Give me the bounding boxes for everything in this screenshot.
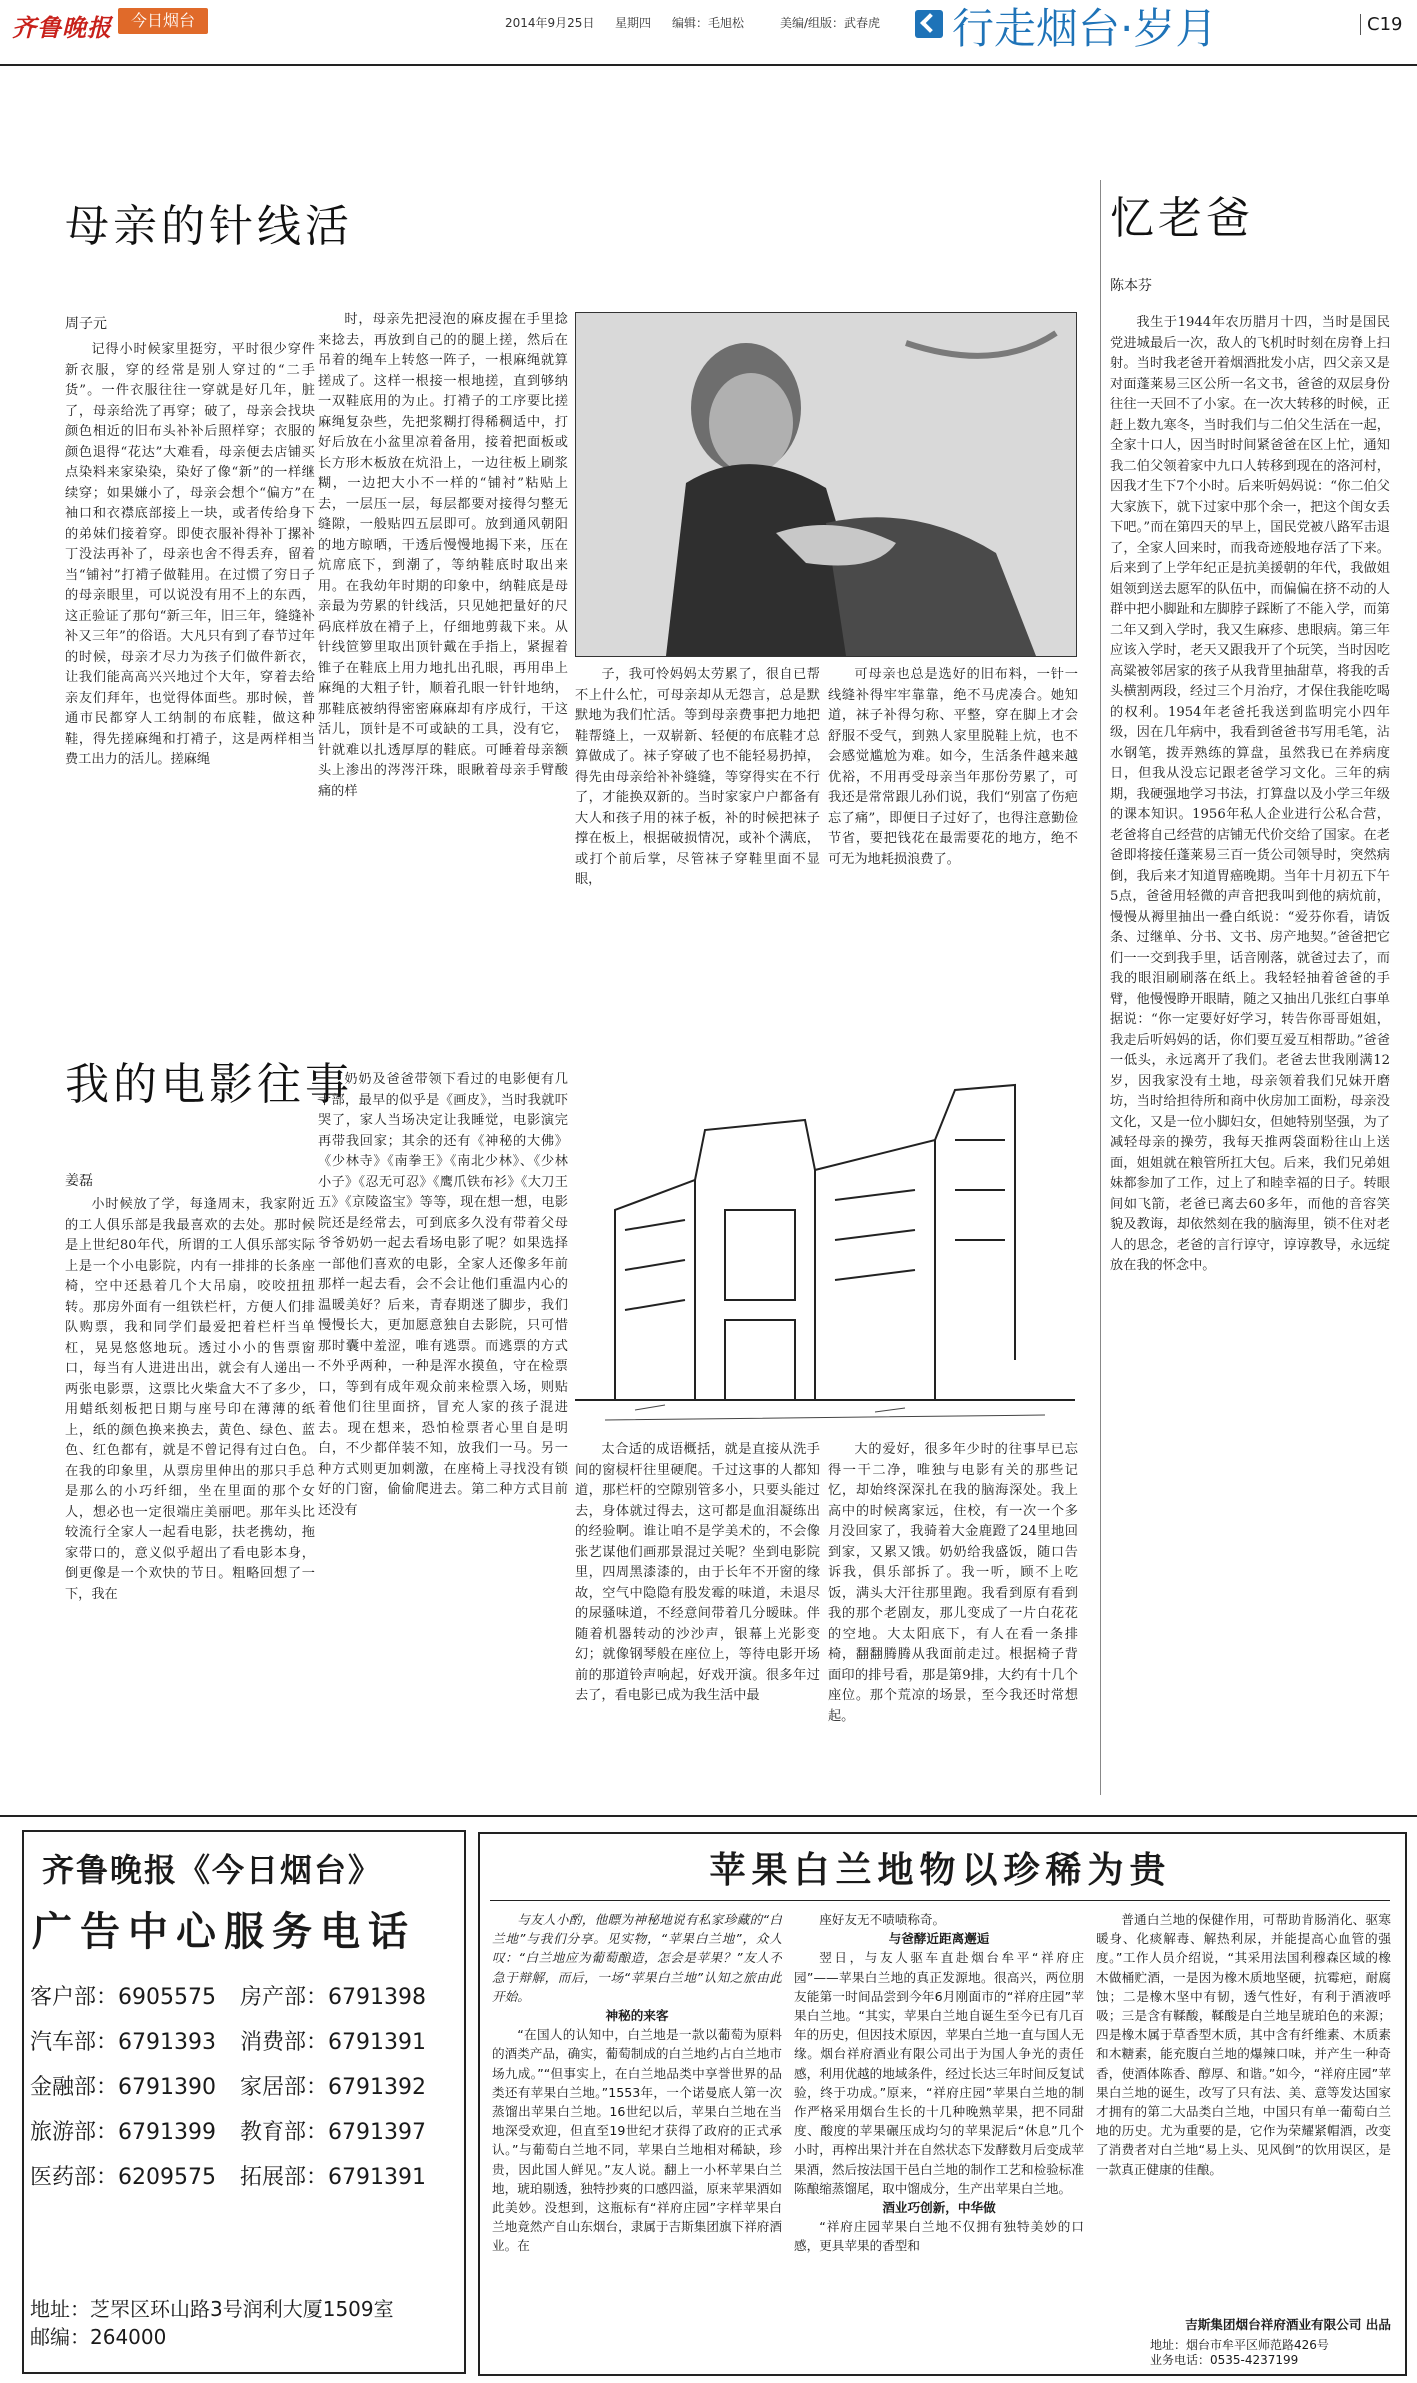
cinema-sketch	[575, 1060, 1075, 1430]
page-number: C19	[1360, 14, 1402, 35]
article3-title: 忆老爸	[1110, 193, 1254, 244]
article2-col4	[828, 1440, 1078, 1795]
brandy-title-rule	[490, 1900, 1390, 1901]
brandy-col1b-text: “在国人的认知中，白兰地是一款以葡萄为原料的酒类产品，确实，葡萄制成的白兰地约占白兰地市场九成。”“但事实上，在白兰地品类中享誉世界的品类还有苹果白兰地。”1553年，一个诺曼底人第一次蒸馏出苹果白兰地。16世纪以后，苹果白兰地在当地深受欢迎，但直至19世纪才获得了政府的正式承认。”与葡萄白兰地不同，苹果白兰地相对稀缺，珍贵，因此国人鲜见。”友人说。翻上一小杯苹果白兰地，琥珀剔透，独特抄爽的口感四溢，原来苹果酒如此美妙。没想到，这瓶标有“祥府庄园”字样苹果白兰地竟然产自山东烟台，隶属于吉斯集团旗下祥府酒业。在	[492, 2027, 782, 2254]
article2-col4-text: 大的爱好，很多年少时的往事早已忘得一干二净，唯独与电影有关的那些记忆，却始终深深扎在我的脑海深处。我上高中的时候离家远，住校，有一次一个多月没回家了，我骑着大金鹿蹬了24里地回到家，又累又饿。奶奶给我盛饭，随口告诉我，俱乐部拆了。我一听，顾不上吃饭，满头大汗往那里跑。我看到原有看到我的那个老剧友，那儿变成了一片白花花的空地。大太阳底下，有人在看一条排椅，翻翻腾腾从我面前走过。根据椅子背面印的排号看，那是第9排，大约有十几个座位。那个荒凉的场景，至今我还时常想起。	[828, 1442, 1078, 1724]
phone-row	[30, 2155, 450, 2200]
brandy-title: 苹果白兰地物以珍稀为贵	[709, 1850, 1172, 1891]
phone-entry: 旅游部：6791399	[30, 2120, 216, 2145]
header-rule	[0, 64, 1417, 66]
brandy-col3-text: 普通白兰地的保健作用，可帮助肯肠消化、驱寒暖身、化痰解毒、解热利尿，并能提高心血管的强度。”工作人员介绍说，“其采用法国利穆森区域的橡木做桶贮酒，一是因为橡木质地坚硬，抗霉疤，耐腐蚀；二是橡木坚中有韧，透气性好，有利于酒液呼吸；三是含有鞣酸，鞣酸是白兰地呈琥珀色的来源；四是橡木属于草香型木质，其中含有纤维素、木质素和木糖素，能充腹白兰地的爆辣口味，并产生一种奇香，使酒体陈香、醇厚、和谐。”如今，“祥府庄园”苹果白兰地的诞生，改写了只有法、美、意等发达国家才拥有的第二大品类白兰地，中国只有单一葡萄白兰地的历史。尤为重要的是，它作为荣耀紧帽酒，改变了消费者对白兰地“易上头、见风倒”的饮用误区，是一款真正健康的佳酿。	[1096, 1912, 1391, 2177]
phone-row	[30, 2065, 450, 2110]
brandy-col3	[1096, 1910, 1391, 2310]
brandy-col1	[492, 1910, 782, 2365]
brandy-col1-text: 与友人小酌，他瞟为神秘地说有私家珍藏的“白兰地”与我们分享。见实物，“苹果白兰地”，众人叹：“白兰地应为葡萄酿造，怎会是苹果？”友人不急于辩解，而后，一场“苹果白兰地”认知之旅由此开始。	[492, 1912, 782, 2004]
brandy-subhead-1: 神秘的来客	[605, 2008, 669, 2024]
ad-postcode: 邮编：264000	[30, 2325, 167, 2349]
ad-subheading: 广告中心服务电话	[32, 1909, 416, 1955]
brandy-company: 吉斯集团烟台祥府酒业有限公司 出品	[1185, 2317, 1391, 2332]
ad-heading: 齐鲁晚报《今日烟台》	[42, 1851, 383, 1889]
article2-col2-text: 奶奶及爸爸带领下看过的电影便有几十部，最早的似乎是《画皮》，当时我就吓哭了，家人当场决定让我睡觉，电影演完再带我回家；其余的还有《神秘的大佛》《少林寺》《南拳王》《南北少林》、《少林小子》《忍无可忍》《鹰爪铁布衫》《大刀王五》《京陵盗宝》等等，现在想一想，电影院还是经常去，可到底多久没有带着父母爷爷奶奶一起去看场电影了呢？如果选择一部他们喜欢的电影，全家人还像多年前那样一起去看，会不会让他们重温内心的温暖美好？后来，青春期迷了脚步，我们慢慢长大，更加愿意独自去影院，只可惜那时囊中羞涩，唯有逃票。而逃票的方式不外乎两种，一种是浑水摸鱼，守在检票口，等到有成年观众前来检票入场，则贴着他们往里面挤，冒充人家的孩子混进去。现在想来，恐怕检票者心里自是明白，不少都佯装不知，放我们一马。另一种方式则更加刺激，在座椅上寻找没有锁好的门窗，偷偷爬进去。第二种方式目前还没有	[318, 1072, 568, 1518]
brandy-contact	[1150, 2338, 1390, 2368]
article3-col1	[1110, 313, 1390, 1793]
ad-phone-list	[30, 1975, 450, 2200]
editor-credit: 编辑：毛旭松	[672, 16, 745, 30]
newspaper-logo: 齐鲁晚报	[12, 13, 112, 42]
phone-row	[30, 2110, 450, 2155]
phone-entry: 房产部：6791398	[240, 1985, 426, 2010]
section-title: 行走烟台·岁月	[952, 4, 1218, 53]
brandy-address: 地址：烟台市牟平区师范路426号	[1150, 2338, 1329, 2352]
phone-entry: 医药部：6209575	[30, 2165, 216, 2190]
phone-entry: 汽车部：6791393	[30, 2030, 216, 2055]
phone-row	[30, 2020, 450, 2065]
cinema-building-icon	[575, 1060, 1075, 1430]
article1-title: 母亲的针线活	[65, 201, 353, 252]
article1-col2	[318, 310, 568, 990]
mother-sewing-photo	[575, 312, 1077, 657]
brandy-col2c-text: “祥府庄园苹果白兰地不仅拥有独特美妙的口感，更具苹果的香型和	[794, 2219, 1084, 2254]
brandy-phone: 业务电话：0535-4237199	[1150, 2353, 1299, 2367]
article1-col1	[65, 340, 315, 990]
article1-col2-text: 时，母亲先把浸泡的麻皮握在手里捻来捻去，再放到自己的的腿上搓，然后在吊着的绳车上转悠一阵子，一根麻绳就算搓成了。这样一根接一根地搓，直到够纳一双鞋底用的为止。打褙子的工序要比搓麻绳复杂些，先把浆糊打得稀稠适中，打好后放在小盆里凉着备用，接着把面板或长方形木板放在炕沿上，一边往板上刷浆糊，一边把大小不一样的“铺衬”粘贴上去，一层压一层，每层都要对接得匀整无缝隙，一般贴四五层即可。放到通风朝阳的地方晾晒，干透后慢慢地揭下来，压在炕席底下，到潮了，等纳鞋底时取出来用。在我幼年时期的印象中，纳鞋底是母亲最为劳累的针线活，只见她把量好的尺码底样放在褙子上，仔细地剪裁下来。从针线笸箩里取出顶针戴在手指上，紧握着锥子在鞋底上用力地扎出孔眼，再用串上麻绳的大粗子针，顺着孔眼一针针地纳，那鞋底被纳得密密麻麻却有序成行，干这活儿，顶针是不可或缺的工具，没有它，针就难以扎透厚厚的鞋底。可睡着母亲额头上渗出的涔涔汗珠，眼瞅着母亲手臂酸痛的样	[318, 312, 568, 799]
design-credit: 美编/组版：武春虎	[780, 16, 881, 30]
article1-col3-text: 子，我可怜妈妈太劳累了，很自已帮不上什么忙，可母亲却从无怨言，总是默默地为我们忙活。等到母亲费事把力地把鞋帮缝上，一双崭新、轻便的布底鞋才总算做成了。袜子穿破了也不能轻易扔掉，得先由母亲给补补缝缝，等穿得实在不行了，才能换双新的。当时家家户户都备有大人和孩子用的袜子板，补的时候把袜子撑在板上，根据破损情况，或补个满底，或打个前后掌，尽管袜子穿鞋里面不显眼，	[575, 667, 820, 887]
phone-entry: 金融部：6791390	[30, 2075, 216, 2100]
section-arrow-icon	[915, 10, 943, 38]
phone-row	[30, 1975, 450, 2020]
brandy-subhead-3: 酒业巧创新，中华做	[882, 2200, 996, 2216]
phone-entry: 家居部：6791392	[240, 2075, 426, 2100]
article1-author: 周子元	[65, 316, 107, 332]
column-divider	[1100, 180, 1101, 1795]
article2-col3-text: 太合适的成语概括，就是直接从洗手间的窗棂杆往里硬爬。千过这事的人都知道，那栏杆的空隙别管多小，只要头能过去，身体就过得去，这可都是血泪凝练出的经验啊。谁让咱不是学美术的，不会像张艺谋他们画那景混过关呢？坐到电影院里，四周黑漆漆的，由于长年不开窗的缘故，空气中隐隐有股发霉的味道，未退尽的尿骚味道，不经意间带着几分暧昧。伴随着机器转动的沙沙声，银幕上光影变幻；就像钢琴般在座位上，等待电影开场前的那道铃声响起，好戏开演。很多年过去了，看电影已成为我生活中最	[575, 1442, 820, 1703]
phone-entry: 教育部：6791397	[240, 2120, 426, 2145]
page-header	[0, 0, 1417, 53]
article2-title: 我的电影往事	[65, 1059, 353, 1110]
article2-col3	[575, 1440, 820, 1795]
article2-author: 姜磊	[65, 1173, 93, 1189]
article3-author: 陈本芬	[1110, 278, 1152, 294]
phone-entry: 客户部：6905575	[30, 1985, 216, 2010]
ad-address: 地址：芝罘区环山路3号润利大厦1509室	[30, 2297, 394, 2321]
brandy-col2	[794, 1910, 1084, 2365]
article3-col1-text: 我生于1944年农历腊月十四，当时是国民党进城最后一次，敌人的飞机时时刻在房脊上扫射。当时我老爸开着烟酒批发小店，四父亲又是对面蓬莱易三区公所一名文书，爸爸的双层身份往往一天回不了小家。在一次大转移的时候，正赶上数九寒冬，当时我们与二伯父生活在一起，全家十口人，因当时时间紧爸爸在区上忙，通知我二伯父领着家中九口人转移到现在的洛河村，因我才生下7个小时。后来听妈妈说：“你二伯父大家族下，就下过家中那个余一，把这个闺女丢下吧。”而在第四天的早上，国民党被八路军击退了，全家人回来时，而我奇迹般地存活了下来。后来到了上学年纪正是抗美援朝的年代，我做姐姐领到送去愿军的队伍中，而偏偏在挤不动的人群中把小脚趾和左脚脖子踩断了不能入学，而第二年又到入学时，我又生麻疹、患眼病。第三年应该入学时，老天又跟我开了个玩笑，当时因吃高粱被邻居家的孩子从我背里抽甜草，将我的舌头横割两段，经过三个月治疗，才保住我能吃喝的权利。1954年老爸托我送到监明完小四年级，因在几年病中，我看到爸爸书写用毛笔，沾水钢笔，拨弄熟练的算盘，虽然我已在养病度日，但我从没忘记跟老爸学习文化。三年的病期，我硬强地学习书法，打算盘以及小学三年级的课本知识。1956年私人企业进行公私合营，老爸将自己经营的店铺无代价交给了国家。在老爸即将接任蓬莱易三百一货公司领导时，突然病倒，我后来才知道胃癌晚期。当年十月初五下午5点，爸爸用轻微的声音把我叫到他的病炕前，慢慢从褥里抽出一叠白纸说：“爱芬你看，请饭条、过继单、分书、文书、房产地契。”爸爸把它们一一交到我手里，话音刚落，就爸过去了，而我的眼泪刷刷落在纸上。我轻轻抽着爸爸的手臂，他慢慢睁开眼睛，随之又抽出几张红白事单据说：“你一定要好好学习，转告你哥哥姐姐，我走后听妈妈的话，你们要互爱互相帮助。”爸爸一低头，永远离开了我们。老爸去世我刚满12岁，因我家没有土地，母亲领着我们兄妹开磨坊，当时给担待所和商中伙房加工面粉，母亲没文化，又是一位小脚妇女，但她特别坚强，为了减轻母亲的操劳，我每天推两袋面粉往山上送面，姐姐就在粮管所扛大包。后来，我们兄弟姐妹都参加了工作，过上了和睦幸福的日子。转眼间如飞箭，老爸已离去60多年，而他的音容笑貌及教诲，却依然刻在我的脑海里，锁不住对老人的思念，老爸的言行谆守，谆谆教导，永远绽放在我的怀念中。	[1110, 315, 1390, 1273]
article2-col1	[65, 1195, 315, 1795]
brandy-col2b-text: 翌日，与友人驱车直赴烟台牟平“祥府庄园”——苹果白兰地的真正发源地。很高兴，两位朋友能第一时间品尝到今年6月刚面市的“祥府庄园”苹果白兰地。“其实，苹果白兰地自诞生至今已有几百年的历史，但因技术原因，苹果白兰地一直与国人无缘。烟台祥府酒业有限公司出于为国人争光的责任感，利用优越的地域条件，经过长达三年时间反复试验，终于功成。”原来，“祥府庄园”苹果白兰地的制作严格采用烟台生长的十几种晚熟苹果，把不同甜度、酸度的苹果碾压成均匀的苹果泥后“休息”几个小时，再榨出果汁并在自然状态下发酵数月后变成苹果酒，然后按法国干邑白兰地的制作工艺和检验标准陈酿缩蒸馏尾，取中馏成分，生产出苹果白兰地。	[794, 1950, 1084, 2196]
issue-date: 2014年9月25日	[505, 16, 595, 30]
ad-address-block	[30, 2295, 394, 2351]
brandy-subhead-2: 与爸酵近距离邂逅	[888, 1931, 990, 1947]
phone-entry: 消费部：6791391	[240, 2030, 426, 2055]
brandy-col2-text: 座好友无不啧啧称奇。	[819, 1912, 946, 1927]
article2-col1-text: 小时候放了学，每逢周末，我家附近的工人俱乐部是我最喜欢的去处。那时候是上世纪80年代，所谓的工人俱乐部实际上是一个小电影院，内有一排排的长条座椅，空中还悬着几个大吊扇，咬咬扭扭转。那房外面有一组铁栏杆，方便人们排队购票，我和同学们最爱把着栏杆当单杠，晃晃悠悠地玩。透过小小的售票窗口，每当有人进进出出，就会有人递出一两张电影票，这票比火柴盒大不了多少，用蜡纸刻板把日期与座号印在薄薄的纸上，纸的颜色换来换去，黄色、绿色、蓝色、红色都有，就是不曾记得有过白色。在我的印象里，从票房里伸出的那只手总是那么的小巧纤细，坐在里面的那个女人，想必也一定很端庄美丽吧。那年头比较流行全家人一起看电影，扶老携幼，拖家带口的，意义似乎超出了看电影本身，倒更像是一个欢快的节日。粗略回想了一下，我在	[65, 1197, 315, 1602]
edition-badge: 今日烟台	[118, 8, 208, 34]
mother-portrait-sketch	[576, 313, 1076, 656]
article1-col1-text: 记得小时候家里挺穷，平时很少穿件新衣服，穿的经常是别人穿过的“二手货”。一件衣服往往一穿就是好几年，脏了，母亲给洗了再穿；破了，母亲会找块颜色相近的旧布头补补后照样穿；衣服的颜色退得“花达”大难看，母亲便去店铺买点染料来家染染，染好了像“新”的一样继续穿；如果嫌小了，母亲会想个“偏方”在袖口和衣襟底部接上一块，或者传给身下的弟妹们接着穿。即使衣服补得补丁摞补丁没法再补了，母亲也舍不得丢弃，留着当“铺衬”打褙子做鞋用。在过惯了穷日子的母亲眼里，可以说没有用不上的东西，这正验证了那句“新三年，旧三年，缝缝补补又三年”的俗语。大凡只有到了春节过年的时候，母亲才尽力为孩子们做件新衣，让我们能高高兴兴地过个大年，穿着去给亲友们拜年，也觉得体面些。那时候，普通市民都穿人工纳制的布底鞋，做这种鞋，得先搓麻绳和打褙子，这是两样相当费工出力的活儿。搓麻绳	[65, 342, 315, 767]
issue-weekday: 星期四	[615, 16, 652, 30]
article2-col2	[318, 1070, 568, 1795]
article1-col4-text: 可母亲也总是选好的旧布料，一针一线缝补得牢牢靠靠，绝不马虎凑合。她知道，袜子补得匀称、平整，穿在脚上才会舒服不受气，到熟人家里脱鞋上炕，也不会感觉尴尬为难。如今，生活条件越来越优裕，不用再受母亲当年那份劳累了，可我还是常常跟儿孙们说，我们“别富了伤疤忘了痛”，即便日子过好了，也得注意勤俭节省，要把钱花在最需要花的地方，绝不可无为地耗损浪费了。	[828, 667, 1078, 867]
footer-rule	[0, 1815, 1417, 1817]
article1-col4	[828, 665, 1078, 990]
phone-entry: 拓展部：6791391	[240, 2165, 426, 2190]
article1-col3	[575, 665, 820, 990]
